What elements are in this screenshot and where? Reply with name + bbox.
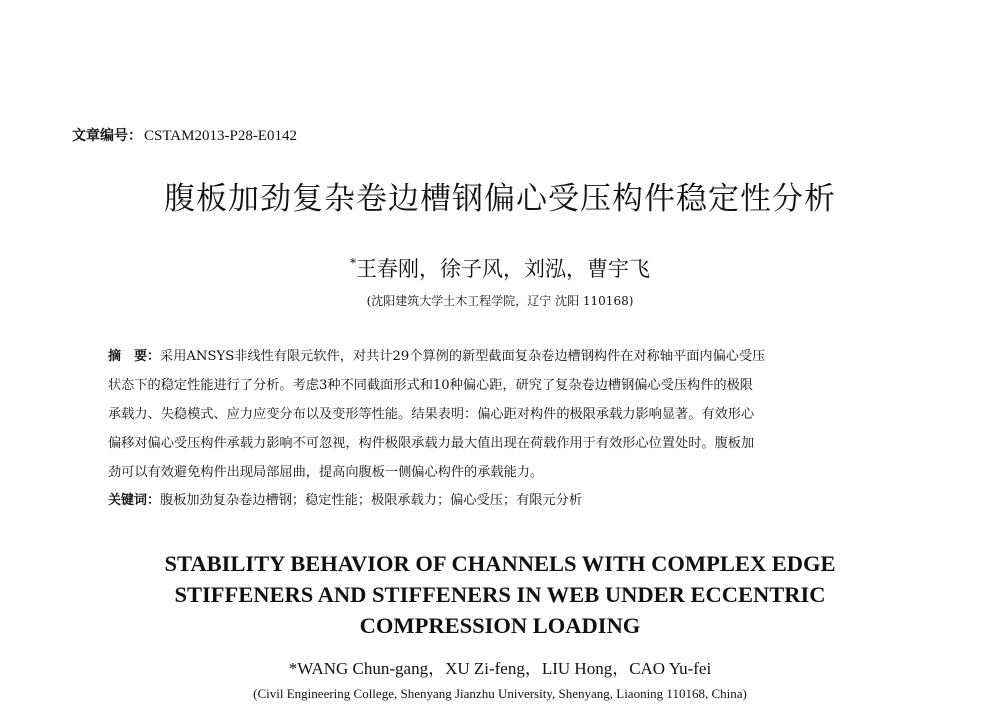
chinese-authors xyxy=(0,253,1000,283)
english-title-line: STABILITY BEHAVIOR OF CHANNELS WITH COMPLEX EDGE xyxy=(164,551,836,576)
chinese-title: 腹板加劲复杂卷边槽钢偏心受压构件稳定性分析 xyxy=(164,181,836,217)
english-title-line: STIFFENERS AND STIFFENERS IN WEB UNDER ECCENTRIC xyxy=(174,582,826,607)
chinese-affiliation: (沈阳建筑大学土木工程学院，辽宁 沈阳 110168) xyxy=(366,294,634,308)
keywords-label: 关键词： xyxy=(108,493,161,508)
abstract-line: 劲可以有效避免构件出现局部屈曲，提高向腹板一侧偏心构件的承载能力。 xyxy=(108,465,544,480)
english-affiliation: (Civil Engineering College, Shenyang Jianzhu University, Shenyang, Liaoning 110168, China) xyxy=(253,686,747,701)
keywords-line xyxy=(108,489,582,508)
chinese-author-names: 王春刚，徐子风，刘泓，曹宇飞 xyxy=(356,257,650,281)
abstract-text: 采用ANSYS非线性有限元软件，对共计29个算例的新型截面复杂卷边槽钢构件在对称轴平面内偏心受压 xyxy=(160,349,766,364)
article-number xyxy=(72,125,297,145)
abstract-line: 状态下的稳定性能进行了分析。考虑3种不同截面形式和10种偏心距，研究了复杂卷边槽钢偏心受压构件的极限 xyxy=(108,378,753,393)
article-number-label: 文章编号： xyxy=(72,128,142,144)
corresponding-author-mark: * xyxy=(350,256,356,270)
article-number-value: CSTAM2013-P28-E0142 xyxy=(144,128,297,144)
keywords-text: 腹板加劲复杂卷边槽钢；稳定性能；极限承载力；偏心受压；有限元分析 xyxy=(160,493,583,508)
abstract-line: 偏移对偏心受压构件承载力影响不可忽视，构件极限承载力最大值出现在荷载作用于有效形心位置处时。腹板加 xyxy=(108,436,755,451)
abstract-label: 摘 要： xyxy=(108,349,161,364)
abstract-line xyxy=(108,345,765,364)
english-title xyxy=(0,548,1000,641)
english-authors: *WANG Chun-gang，XU Zi-feng，LIU Hong，CAO Yu-fei xyxy=(288,659,712,678)
abstract-line: 承载力、失稳模式、应力应变分布以及变形等性能。结果表明：偏心距对构件的极限承载力影响显著。有效形心 xyxy=(108,407,755,422)
english-title-line: COMPRESSION LOADING xyxy=(359,613,641,638)
